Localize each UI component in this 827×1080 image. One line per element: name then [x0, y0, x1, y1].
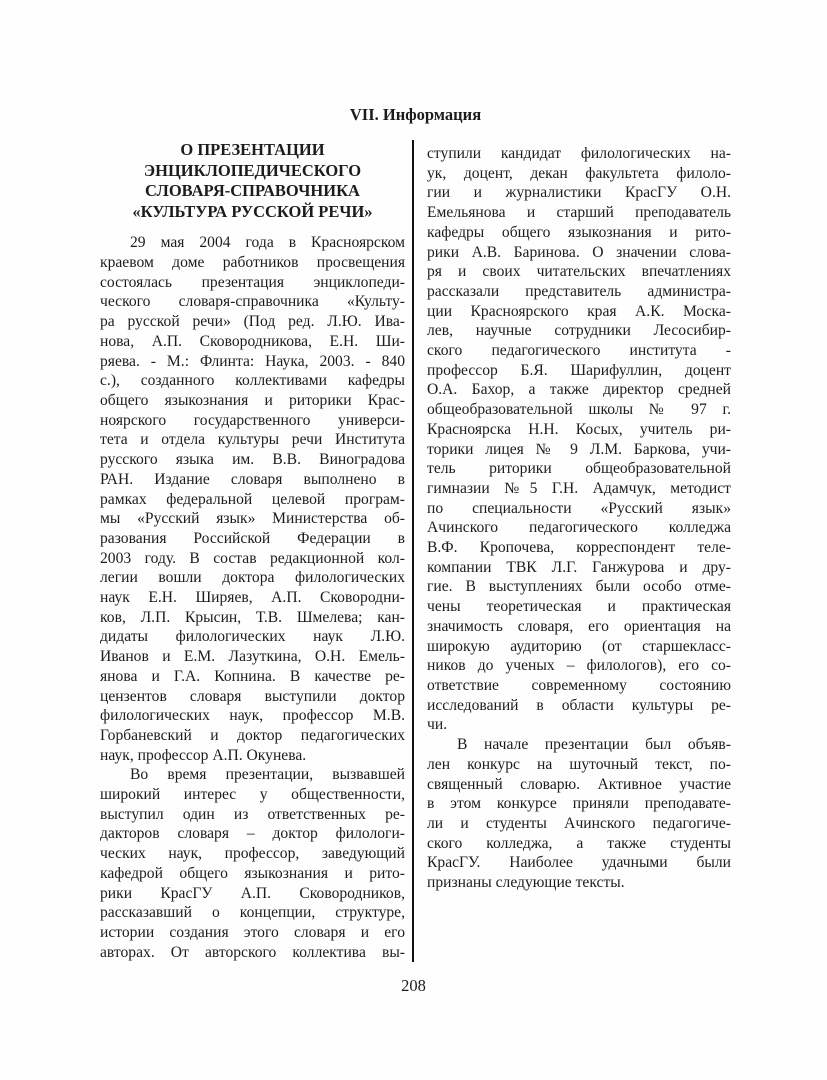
title-line: ЭНЦИКЛОПЕДИЧЕСКОГО: [143, 160, 362, 180]
text-line: священный словарю. Активное участие: [427, 775, 731, 793]
text-line: кафедры общего языкознания и рито-: [427, 223, 731, 241]
text-line: значимость словаря, его ориентация на: [427, 617, 731, 635]
title-line: О ПРЕЗЕНТАЦИИ: [180, 140, 325, 159]
text-line: ников до ученых – филологов), его со-: [427, 657, 731, 675]
text-line: ук, доцент, декан факультета филоло-: [427, 164, 731, 182]
title-line: «КУЛЬТУРА РУССКОЙ РЕЧИ»: [132, 201, 373, 221]
text-line: ря и своих читательских впечатлениях: [427, 263, 731, 281]
paragraph: [100, 233, 405, 765]
text-line: РАН. Издание словаря выполнено в: [100, 470, 405, 488]
left-column: [100, 140, 405, 962]
text-line: широкую аудиторию (от старшекласс-: [427, 637, 731, 655]
text-line: рики КрасГУ А.П. Сковородников,: [100, 884, 405, 902]
text-line: рассказали представитель администра-: [427, 282, 731, 300]
text-line: 2003 году. В состав редакционной кол-: [100, 549, 405, 567]
text-line: В.Ф. Кропочева, корреспондент теле-: [427, 539, 731, 557]
text-line: цензентов словаря выступили доктор: [100, 687, 405, 705]
text-line: ского колледжа, а также студенты: [427, 834, 731, 852]
text-line: истории создания этого словаря и его: [100, 923, 405, 941]
text-line: тета и отдела культуры речи Института: [100, 431, 405, 449]
section-header: VII. Информация: [349, 105, 482, 124]
text-line: ноярского государственного универси-: [100, 411, 405, 429]
text-line: В начале презентации был объяв-: [457, 736, 731, 754]
text-line: чены теоретическая и практическая: [427, 598, 731, 616]
text-line: наук Е.Н. Ширяев, А.П. Сковородни-: [100, 589, 405, 607]
text-line: выступил один из ответственных ре-: [100, 805, 405, 823]
paragraph: [427, 735, 731, 893]
text-line: ли и студенты Ачинского педагогиче-: [427, 814, 731, 832]
text-line: авторах. От авторского коллектива вы-: [100, 943, 405, 961]
text-line: Иванов и Е.М. Лазуткина, О.Н. Емель-: [100, 648, 405, 666]
text-line: профессор Б.Я. Шарифуллин, доцент: [427, 361, 731, 379]
text-line: наук, профессор А.П. Окунева.: [100, 746, 307, 764]
text-line: рики А.В. Баринова. О значении слова-: [427, 243, 731, 261]
text-line: янова и Г.А. Копнина. В качестве ре-: [100, 667, 405, 685]
text-line: Горбаневский и доктор педагогических: [100, 726, 405, 744]
column-divider: [412, 140, 414, 962]
article-title: [100, 140, 405, 222]
text-line: лев, научные сотрудники Лесосибир-: [427, 322, 731, 340]
text-line: торики лицея № 9 Л.М. Баркова, учи-: [427, 440, 731, 458]
text-line: рамках федеральной целевой програм-: [100, 490, 405, 508]
text-line: ции Красноярского края А.К. Моска-: [427, 302, 731, 320]
text-line: общего языкознания и риторики Крас-: [100, 392, 405, 409]
text-line: Ачинского педагогического колледжа: [427, 519, 731, 537]
text-line: легии вошли доктора филологических: [100, 569, 405, 587]
text-line: разования Российской Федерации в: [100, 529, 405, 547]
text-line: ответствие современному состоянию: [427, 676, 731, 694]
content-columns: [100, 140, 731, 962]
text-line: состоялась презентация энциклопеди-: [100, 273, 405, 291]
text-line: краевом доме работников просвещения: [100, 254, 405, 272]
text-line: общеобразовательной школы № 97 г.: [427, 401, 731, 419]
paragraph: [427, 144, 731, 735]
page-number: 208: [401, 976, 426, 995]
text-line: рассказавший о концепции, структуре,: [100, 904, 405, 922]
text-line: кафедрой общего языкознания и рито-: [100, 864, 405, 882]
text-line: гие. В выступлениях были особо отме-: [427, 578, 731, 596]
text-line: ков, Л.П. Крысин, Т.В. Шмелева; кан-: [100, 608, 405, 626]
paragraph: [100, 765, 405, 962]
text-line: ра русской речи» (Под ред. Л.Ю. Ива-: [100, 313, 405, 331]
text-line: тель риторики общеобразовательной: [427, 460, 731, 478]
text-line: 29 мая 2004 года в Красноярском: [130, 234, 405, 252]
text-line: дакторов словаря – доктор филологи-: [100, 825, 405, 843]
text-line: с.), созданного коллективами кафедры: [100, 372, 405, 390]
title-line: СЛОВАРЯ-СПРАВОЧНИКА: [145, 181, 360, 201]
text-line: дидаты филологических наук Л.Ю.: [100, 628, 405, 646]
text-line: русского языка им. В.В. Виноградова: [100, 451, 405, 469]
text-line: чи.: [427, 716, 448, 734]
text-line: гимназии №5 Г.Н. Адамчук, методист: [427, 479, 731, 497]
text-line: широкий интерес у общественности,: [100, 786, 405, 804]
text-line: исследований в области культуры ре-: [427, 696, 731, 714]
text-line: Во время презентации, вызвавшей: [130, 766, 405, 784]
text-line: нова, А.П. Сковородникова, Е.Н. Ши-: [100, 332, 405, 350]
text-line: гии и журналистики КрасГУ О.Н.: [427, 184, 731, 202]
text-line: компании ТВК Л.Г. Ганжурова и дру-: [427, 558, 731, 576]
text-line: Красноярска Н.Н. Косых, учитель ри-: [427, 420, 731, 438]
text-line: мы «Русский язык» Министерства об-: [100, 510, 405, 528]
text-line: признаны следующие тексты.: [427, 874, 625, 892]
text-line: ряева. - М.: Флинта: Наука, 2003. - 840: [100, 352, 405, 370]
text-line: в этом конкурсе приняли преподавате-: [427, 795, 731, 813]
text-line: ского педагогического института -: [427, 342, 731, 360]
right-column: [427, 140, 731, 962]
text-line: КрасГУ. Наиболее удачными были: [427, 854, 731, 872]
text-line: ческого словаря-справочника «Культу-: [100, 293, 405, 311]
text-line: ступили кандидат филологических на-: [427, 145, 731, 162]
text-line: филологических наук, профессор М.В.: [100, 707, 405, 725]
text-line: ческих наук, профессор, заведующий: [100, 845, 405, 863]
text-line: по специальности «Русский язык»: [427, 499, 731, 517]
text-line: Емельянова и старший преподаватель: [427, 204, 731, 222]
text-line: О.А. Бахор, а также директор средней: [427, 381, 731, 399]
text-line: лен конкурс на шуточный текст, по-: [427, 755, 731, 773]
